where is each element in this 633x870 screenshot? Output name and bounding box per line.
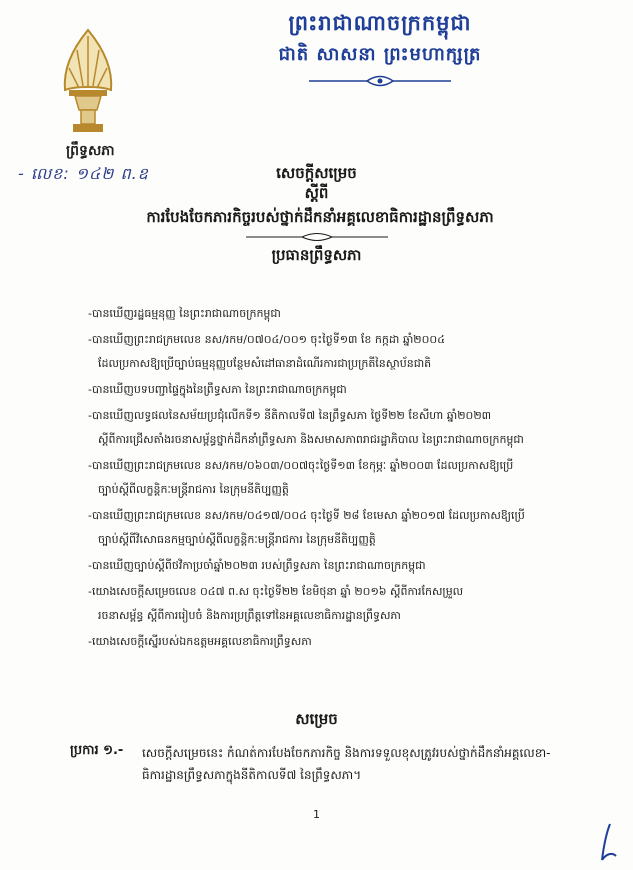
senate-emblem-icon — [53, 28, 123, 136]
institution-label: ព្រឹទ្ធសភា — [66, 143, 115, 159]
reference-number: - លេខ: ១៤២ ព.ឧ — [18, 164, 149, 183]
page-number: 1 — [313, 808, 320, 821]
article-label: ប្រការ ១.- — [70, 743, 124, 758]
title-about: ស្តីពី — [304, 184, 329, 202]
decision-heading: សម្រេច — [295, 710, 338, 728]
citation-line: -បានឃើញច្បាប់ស្តីពីថវិកាប្រចាំឆ្នាំ២០២៣ របស់ព្រឹទ្ធសភា នៃព្រះរាជាណាចក្រកម្ពុជា — [88, 559, 426, 572]
decision-subject: ការបែងចែកភារកិច្ចរបស់ថ្នាក់ដឹកនាំអគ្គលេខាធិការដ្ឋានព្រឹទ្ធសភា — [146, 208, 494, 226]
kingdom-heading: ព្រះរាជាណាចក្រកម្ពុជា — [288, 11, 472, 35]
article-text — [142, 742, 592, 786]
ornament-divider-icon — [307, 74, 453, 88]
citation-line: -បានឃើញលទ្ធផលនៃសម័យប្រជុំលើកទី១ នីតិកាលទី៧ នៃព្រឹទ្ធសភា ថ្ងៃទី២២ ខែសីហា ឆ្នាំ២០២៣ — [88, 409, 492, 422]
article-line: សេចក្តីសម្រេចនេះ កំណត់ការបែងចែកភារកិច្ច និងការទទួលខុសត្រូវរបស់ថ្នាក់ដឹកនាំអគ្គលេខា- — [142, 746, 551, 760]
article-line: ធិការដ្ឋានព្រឹទ្ធសភាក្នុងនីតិកាលទី៧ នៃព្រឹទ្ធសភា។ — [142, 768, 362, 782]
citations-list — [88, 304, 608, 658]
citation-line: -បានឃើញព្រះរាជក្រមលេខ នស/រកម/០៤១៧/០០៤ ចុះថ្ងៃទី ២៨ ខែមេសា ឆ្នាំ២០១៧ ដែលប្រកាសឱ្យប្រើ — [88, 509, 525, 522]
citation-line: -យោងសេចក្តីសម្រេចលេខ ០៤៧ ព.ស ចុះថ្ងៃទី២២ ខែមិថុនា ឆ្នាំ ២០១៦ ស្តីពីការកែសម្រួល — [88, 585, 464, 598]
citation-line: ច្បាប់ស្តីពីវិសោធនកម្មច្បាប់ស្តីពីលក្ខន្តិកៈមន្ត្រីរាជការ នៃក្រុមនីតិប្បញ្ញត្តិ — [98, 533, 376, 546]
citation-line: ដែលប្រកាសឱ្យប្រើច្បាប់ធម្មនុញ្ញបន្ថែមសំដៅធានាដំណើរការជាប្រក្រតីនៃស្ថាប័នជាតិ — [98, 357, 432, 370]
motto-heading: ជាតិ សាសនា ព្រះមហាក្សត្រ — [278, 44, 482, 65]
citation-line: រចនាសម្ព័ន្ធ ស្តីពីការរៀបចំ និងការប្រព្រឹត្តទៅនៃអគ្គលេខាធិការដ្ឋានព្រឹទ្ធសភា — [98, 609, 401, 622]
citation-line: -បានឃើញព្រះរាជក្រមលេខ នស/រកម/០៦០៣/០០៧ចុះថ្ងៃទី១៣ ខែកុម្ភៈ ឆ្នាំ២០០៣ ដែលប្រកាសឱ្យប្រើ — [88, 459, 514, 472]
issuing-authority: ប្រធានព្រឹទ្ធសភា — [271, 246, 362, 264]
handwritten-mark-icon — [596, 822, 618, 862]
citation-line: ស្តីពីការជ្រើសតាំងរចនាសម្ព័ន្ធថ្នាក់ដឹកនាំព្រឹទ្ធសភា និងសមាសភាពរាជរដ្ឋាភិបាល នៃព្រះរាជាណាចក្រកម្ពុជា — [98, 433, 524, 446]
citation-line: ច្បាប់ស្តីពីលក្ខន្តិកៈមន្ត្រីរាជការ នៃក្រុមនីតិប្បញ្ញត្តិ — [98, 483, 289, 496]
citation-line: -យោងសេចក្តីស្នើរបស់ឯកឧត្តមអគ្គលេខាធិការព្រឹទ្ធសភា — [88, 635, 312, 648]
citation-line: -បានឃើញរដ្ឋធម្មនុញ្ញ នៃព្រះរាជាណាចក្រកម្ពុជា — [88, 307, 281, 320]
title-ornament-icon — [242, 232, 392, 242]
citation-line: -បានឃើញព្រះរាជក្រមលេខ នស/រកម/០៧០៤/០០១ ចុះថ្ងៃទី១៣ ខែ កក្កដា ឆ្នាំ២០០៤ — [88, 333, 445, 346]
citation-line: -បានឃើញបទបញ្ជាផ្ទៃក្នុងនៃព្រឹទ្ធសភា នៃព្រះរាជាណាចក្រកម្ពុជា — [88, 383, 347, 396]
decision-title: សេចក្តីសម្រេច — [276, 164, 357, 182]
